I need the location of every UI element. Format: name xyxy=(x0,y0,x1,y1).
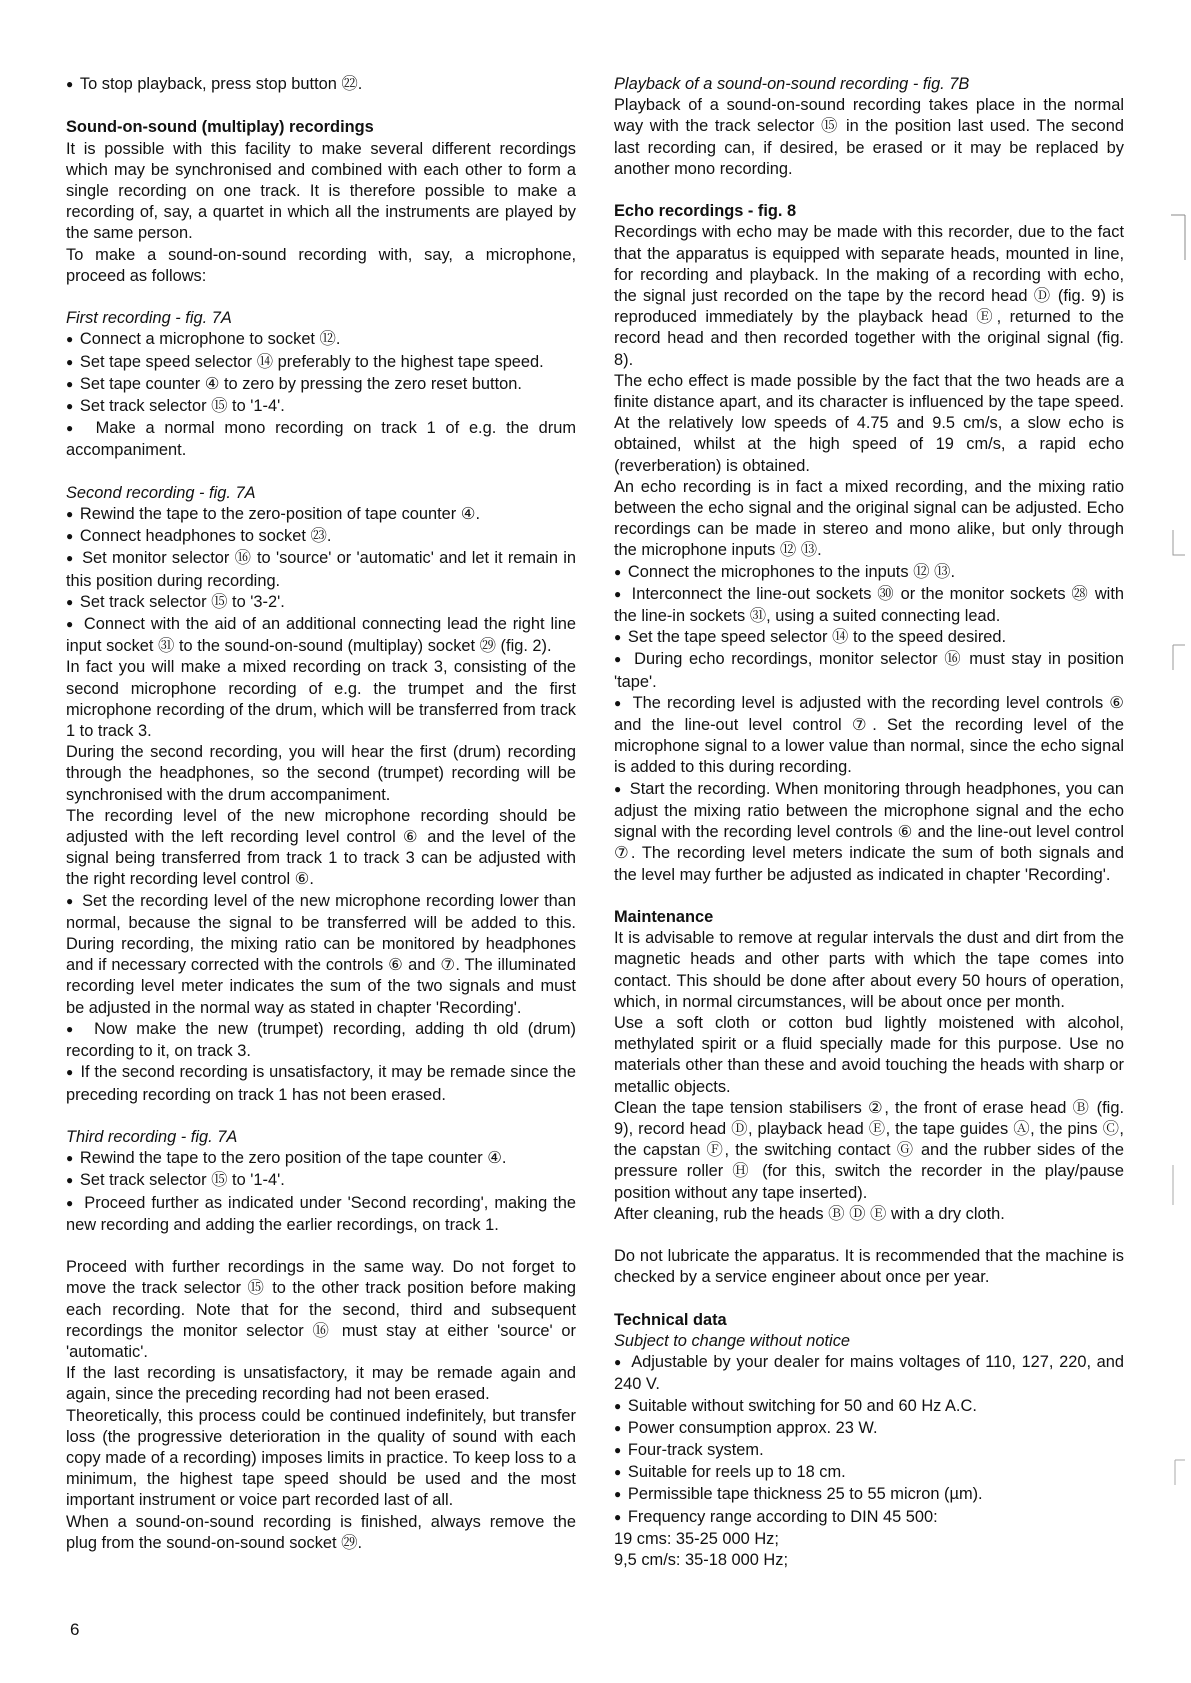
paragraph: In fact you will make a mixed recording on track 3, consisting of the second microphone recording of e.g. the trumpet and the first microphone recording of the drum, which will be transferred from track 1 to track 3. xyxy=(66,658,576,741)
spacer xyxy=(66,1106,576,1127)
right-column xyxy=(614,74,1124,1571)
spacer xyxy=(614,1225,1124,1246)
section-subheading: First recording - fig. 7A xyxy=(66,309,232,328)
bullet-item: ● Rewind the tape to the zero position of the tape counter ④. xyxy=(66,1148,576,1170)
bullet-item: ● The recording level is adjusted with the recording level controls ⑥ and the line-out level control ⑦. Set the recording level of the microphone signal to a lower value than normal, since the echo signal is added to this during recording. xyxy=(614,693,1124,779)
bullet-item: ● Connect a microphone to socket ⑫. xyxy=(66,329,576,351)
paragraph: Recordings with echo may be made with this recorder, due to the fact that the apparatus is equipped with separate heads, mounted in line, for recording and playback. In the making of a recording with echo, the signal just recorded on the tape by the record head Ⓓ (fig. 9) is reproduced immediately by the playback head Ⓔ, returned to the record head and then recorded together with the original signal (fig. 8). xyxy=(614,223,1124,369)
spec-line: 9,5 cm/s: 35-18 000 Hz; xyxy=(614,1550,789,1569)
bullet-item: ● Connect headphones to socket ㉓. xyxy=(66,526,576,548)
bullet-item: ● Connect the microphones to the inputs ⑫ ⑬. xyxy=(614,562,1124,584)
spec-line: 19 cms: 35-25 000 Hz; xyxy=(614,1529,779,1548)
bullet-item: ● Set track selector ⑮ to '3-2'. xyxy=(66,592,576,614)
bullet-item: ● Set the recording level of the new microphone recording lower than normal, because the signal to be transferred will be added to this. During recording, the mixing ratio can be monitored by headphones and if necessary corrected with the controls ⑥ and ⑦. The illuminated recording level meter indicates the sum of the two signals and must be adjusted in the normal way as stated in chapter 'Recording'. xyxy=(66,891,576,1019)
bullet-item: ● Make a normal mono recording on track 1 of e.g. the drum accompaniment. xyxy=(66,418,576,461)
bullet-item: ● Power consumption approx. 23 W. xyxy=(614,1418,1124,1440)
paragraph: If the last recording is unsatisfactory, it may be remade again and again, since the preceding recording had not been erased. xyxy=(66,1364,576,1404)
bullet-item: ● Connect with the aid of an additional connecting lead the right line input socket ㉛ to the sound-on-sound (multiplay) socket ㉙ (fig. 2). xyxy=(66,614,576,657)
bullet-item: ● Suitable without switching for 50 and 60 Hz A.C. xyxy=(614,1396,1124,1418)
spacer xyxy=(66,462,576,483)
bullet-item: ● During echo recordings, monitor selector ⑯ must stay in position 'tape'. xyxy=(614,649,1124,692)
paragraph: After cleaning, rub the heads Ⓑ Ⓓ Ⓔ with a dry cloth. xyxy=(614,1204,1005,1223)
section-heading: Maintenance xyxy=(614,907,714,926)
bullet-item: ● Proceed further as indicated under 'Second recording', making the new recording and adding the earlier recordings, on track 1. xyxy=(66,1193,576,1236)
bullet-item: ● To stop playback, press stop button ㉒. xyxy=(66,74,576,96)
bullet-item: ● Set tape speed selector ⑭ preferably to the highest tape speed. xyxy=(66,352,576,374)
spacer xyxy=(614,180,1124,201)
section-subheading: Subject to change without notice xyxy=(614,1331,850,1350)
scan-mark xyxy=(1175,1460,1185,1485)
spacer xyxy=(614,1289,1124,1310)
paragraph: It is possible with this facility to make several different recordings which may be synchronised and combined with each other to form a single recording on one track. It is therefore possible to make a recording of, say, a quartet in which all the instruments are played by the same person. xyxy=(66,139,576,243)
section-heading: Sound-on-sound (multiplay) recordings xyxy=(66,118,374,137)
paragraph: Do not lubricate the apparatus. It is recommended that the machine is checked by a service engineer about once per year. xyxy=(614,1247,1124,1287)
spacer xyxy=(66,96,576,117)
section-subheading: Third recording - fig. 7A xyxy=(66,1127,238,1146)
paragraph: During the second recording, you will hear the first (drum) recording through the headphones, so the second (trumpet) recording will be synchronised with the drum accompaniment. xyxy=(66,743,576,804)
paragraph: Playback of a sound-on-sound recording takes place in the normal way with the track selector ⑮ in the position last used. The second last recording can, if desired, be erased or it may be replaced by another mono recording. xyxy=(614,96,1124,178)
bullet-item: ● Interconnect the line-out sockets ㉚ or the monitor sockets ㉘ with the line-in sockets ㉛, using a suited connecting lead. xyxy=(614,584,1124,627)
bullet-item: ● Frequency range according to DIN 45 500: xyxy=(614,1507,1124,1529)
spacer xyxy=(66,1236,576,1257)
scan-mark xyxy=(1173,530,1185,555)
bullet-item: ● Adjustable by your dealer for mains voltages of 110, 127, 220, and 240 V. xyxy=(614,1352,1124,1395)
bullet-item: ● Now make the new (trumpet) recording, adding th old (drum) recording to it, on track 3. xyxy=(66,1019,576,1062)
bullet-item: ● If the second recording is unsatisfactory, it may be remade since the preceding recording on track 1 has not been erased. xyxy=(66,1062,576,1105)
page-number: 6 xyxy=(70,1620,80,1639)
paragraph: Theoretically, this process could be continued indefinitely, but transfer loss (the progressive deterioration in the quality of sound with each copy made of a recording) imposes limits in practice. To keep loss to a minimum, the highest tape speed should be used and the most important instrument or voice part recorded last of all. xyxy=(66,1406,576,1510)
paragraph: Clean the tape tension stabilisers ②, the front of erase head Ⓑ (fig. 9), record head Ⓓ, playback head Ⓔ, the tape guides Ⓐ, the pins Ⓒ, the capstan Ⓕ, the switching contact Ⓖ and the rubber sides of the pressure roller Ⓗ (for this, switch the recorder in the play/pause position without any tape inserted). xyxy=(614,1098,1124,1202)
scan-margin-marks xyxy=(1151,0,1191,1683)
spacer xyxy=(66,287,576,308)
bullet-item: ● Set the tape speed selector ⑭ to the speed desired. xyxy=(614,627,1124,649)
bullet-item: ● Set track selector ⑮ to '1-4'. xyxy=(66,396,576,418)
section-subheading: Second recording - fig. 7A xyxy=(66,483,256,502)
spacer xyxy=(614,886,1124,907)
section-heading: Technical data xyxy=(614,1310,727,1329)
section-subheading: Playback of a sound-on-sound recording - fig. 7B xyxy=(614,75,970,93)
paragraph: When a sound-on-sound recording is finished, always remove the plug from the sound-on-sound socket ㉙. xyxy=(66,1512,576,1552)
bullet-item: ● Rewind the tape to the zero-position of tape counter ④. xyxy=(66,504,576,526)
left-column xyxy=(66,74,576,1554)
bullet-item: ● Start the recording. When monitoring through headphones, you can adjust the mixing ratio between the microphone signal and the echo signal with the recording level controls ⑥ and the line-out level control ⑦. The recording level meters indicate the sum of both signals and the level may further be adjusted as indicated in chapter 'Recording'. xyxy=(614,779,1124,886)
paragraph: Proceed with further recordings in the same way. Do not forget to move the track selector ⑮ to the other track position before making each recording. Note that for the second, third and subsequent recordings the monitor selector ⑯ must stay at either 'source' or 'automatic'. xyxy=(66,1258,576,1361)
bullet-item: ● Set monitor selector ⑯ to 'source' or 'automatic' and let it remain in this position during recording. xyxy=(66,548,576,591)
bullet-item: ● Suitable for reels up to 18 cm. xyxy=(614,1462,1124,1484)
bullet-item: ● Set track selector ⑮ to '1-4'. xyxy=(66,1170,576,1192)
paragraph: The echo effect is made possible by the fact that the two heads are a finite distance apart, and its character is influenced by the tape speed. At the relatively low speeds of 4.75 and 9.5 cm/s, a slow echo is obtained, whilst at the high speed of 19 cm/s, a rapid echo (reverberation) is obtained. xyxy=(614,371,1124,475)
paragraph: The recording level of the new microphone recording should be adjusted with the left recording level control ⑥ and the level of the signal being transferred from track 1 to track 3 can be adjusted with the right recording level control ⑥. xyxy=(66,806,576,889)
paragraph: It is advisable to remove at regular intervals the dust and dirt from the magnetic heads and other parts with which the tape comes into contact. This should be done after about every 50 hours of operation, which, in normal circumstances, will be about once per month. xyxy=(614,929,1124,1011)
section-heading: Echo recordings - fig. 8 xyxy=(614,202,797,221)
scan-mark xyxy=(1173,645,1185,670)
paragraph: An echo recording is in fact a mixed recording, and the mixing ratio between the echo signal and the original signal can be adjusted. Echo recordings can be made in stereo and mono alike, but only through the microphone inputs ⑫ ⑬. xyxy=(614,477,1124,560)
bullet-item: ● Set tape counter ④ to zero by pressing the zero reset button. xyxy=(66,374,576,396)
paragraph: To make a sound-on-sound recording with, say, a microphone, proceed as follows: xyxy=(66,245,576,285)
bullet-item: ● Permissible tape thickness 25 to 55 micron (µm). xyxy=(614,1484,1124,1506)
bullet-item: ● Four-track system. xyxy=(614,1440,1124,1462)
paragraph: Use a soft cloth or cotton bud lightly moistened with alcohol, methylated spirit or a fluid specially made for this purpose. Use no materials other than these and avoid touching the heads with sharp or metallic objects. xyxy=(614,1013,1124,1096)
scan-mark xyxy=(1171,215,1185,260)
